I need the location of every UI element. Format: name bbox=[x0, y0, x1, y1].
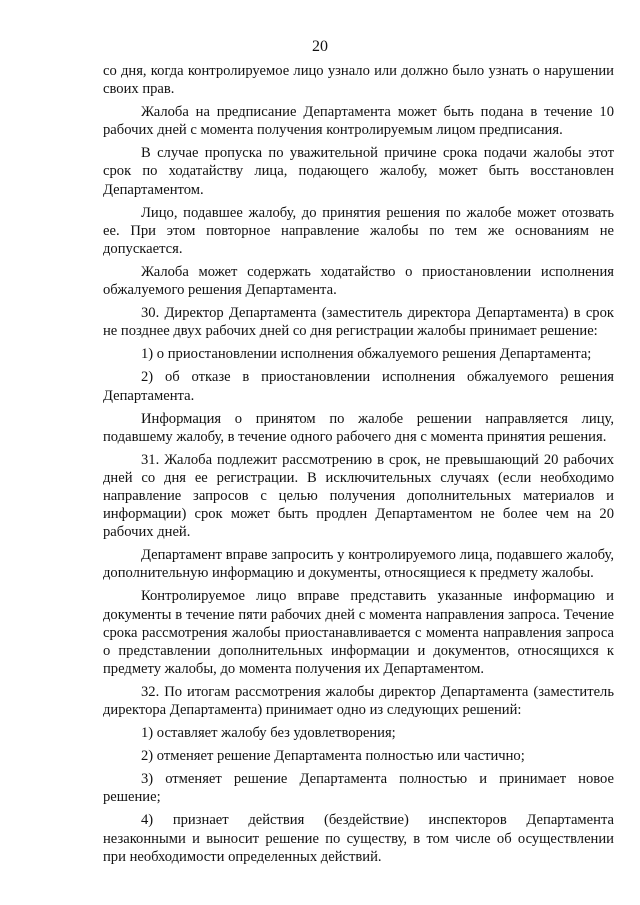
paragraph: Лицо, подавшее жалобу, до принятия решения по жалобе может отозвать ее. При этом повторное направление жалобы по тем же основаниям не допускается. bbox=[103, 204, 614, 257]
paragraph: Контролируемое лицо вправе представить указанные информацию и документы в течение пяти рабочих дней с момента направления запроса. Течение срока рассмотрения жалобы приостанавливается с момента направления запроса о представлении дополнительных информации и документов, относящихся к предмету жалобы, до момента получения их Департаментом. bbox=[103, 588, 614, 677]
list-item: 3) отменяет решение Департамента полностью и принимает новое решение; bbox=[103, 771, 614, 806]
paragraph: Департамент вправе запросить у контролируемого лица, подавшего жалобу, дополнительную информацию и документы, относящиеся к предмету жалобы. bbox=[103, 547, 614, 582]
document-body bbox=[103, 62, 614, 871]
clause-30: 30. Директор Департамента (заместитель директора Департамента) в срок не позднее двух рабочих дней со дня регистрации жалобы принимает решение: bbox=[103, 305, 614, 340]
list-item: 2) отменяет решение Департамента полностью или частично; bbox=[141, 748, 525, 765]
paragraph-continuation: со дня, когда контролируемое лицо узнало или должно было узнать о нарушении своих прав. bbox=[103, 63, 614, 98]
list-item: 2) об отказе в приостановлении исполнения обжалуемого решения Департамента. bbox=[103, 369, 614, 404]
clause-32: 32. По итогам рассмотрения жалобы директор Департамента (заместитель директора Департамента) принимает одно из следующих решений: bbox=[103, 683, 614, 718]
clause-31: 31. Жалоба подлежит рассмотрению в срок, не превышающий 20 рабочих дней со дня ее регистрации. В исключительных случаях (если необходимо направление запросов с целью получения дополнительных материалов и информации) срок может быть продлен Департаментом не более чем на 20 рабочих дней. bbox=[103, 451, 614, 541]
paragraph: Жалоба может содержать ходатайство о приостановлении исполнения обжалуемого решения Департамента. bbox=[103, 263, 614, 299]
paragraph: В случае пропуска по уважительной причине срока подачи жалобы этот срок по ходатайству лица, подающего жалобу, может быть восстановлен Департаментом. bbox=[103, 145, 614, 198]
page-number: 20 bbox=[312, 38, 328, 55]
list-item: 1) оставляет жалобу без удовлетворения; bbox=[141, 725, 396, 742]
list-item: 4) признает действия (бездействие) инспекторов Департамента незаконными и выносит решение по существу, в том числе об осуществлении при необходимости определенных действий. bbox=[103, 812, 614, 865]
list-item: 1) о приостановлении исполнения обжалуемого решения Департамента; bbox=[141, 346, 592, 363]
paragraph: Информация о принятом по жалобе решении направляется лицу, подавшему жалобу, в течение одного рабочего дня с момента принятия решения. bbox=[103, 410, 614, 445]
paragraph: Жалоба на предписание Департамента может быть подана в течение 10 рабочих дней с момента получения контролируемым лицом предписания. bbox=[103, 104, 614, 139]
